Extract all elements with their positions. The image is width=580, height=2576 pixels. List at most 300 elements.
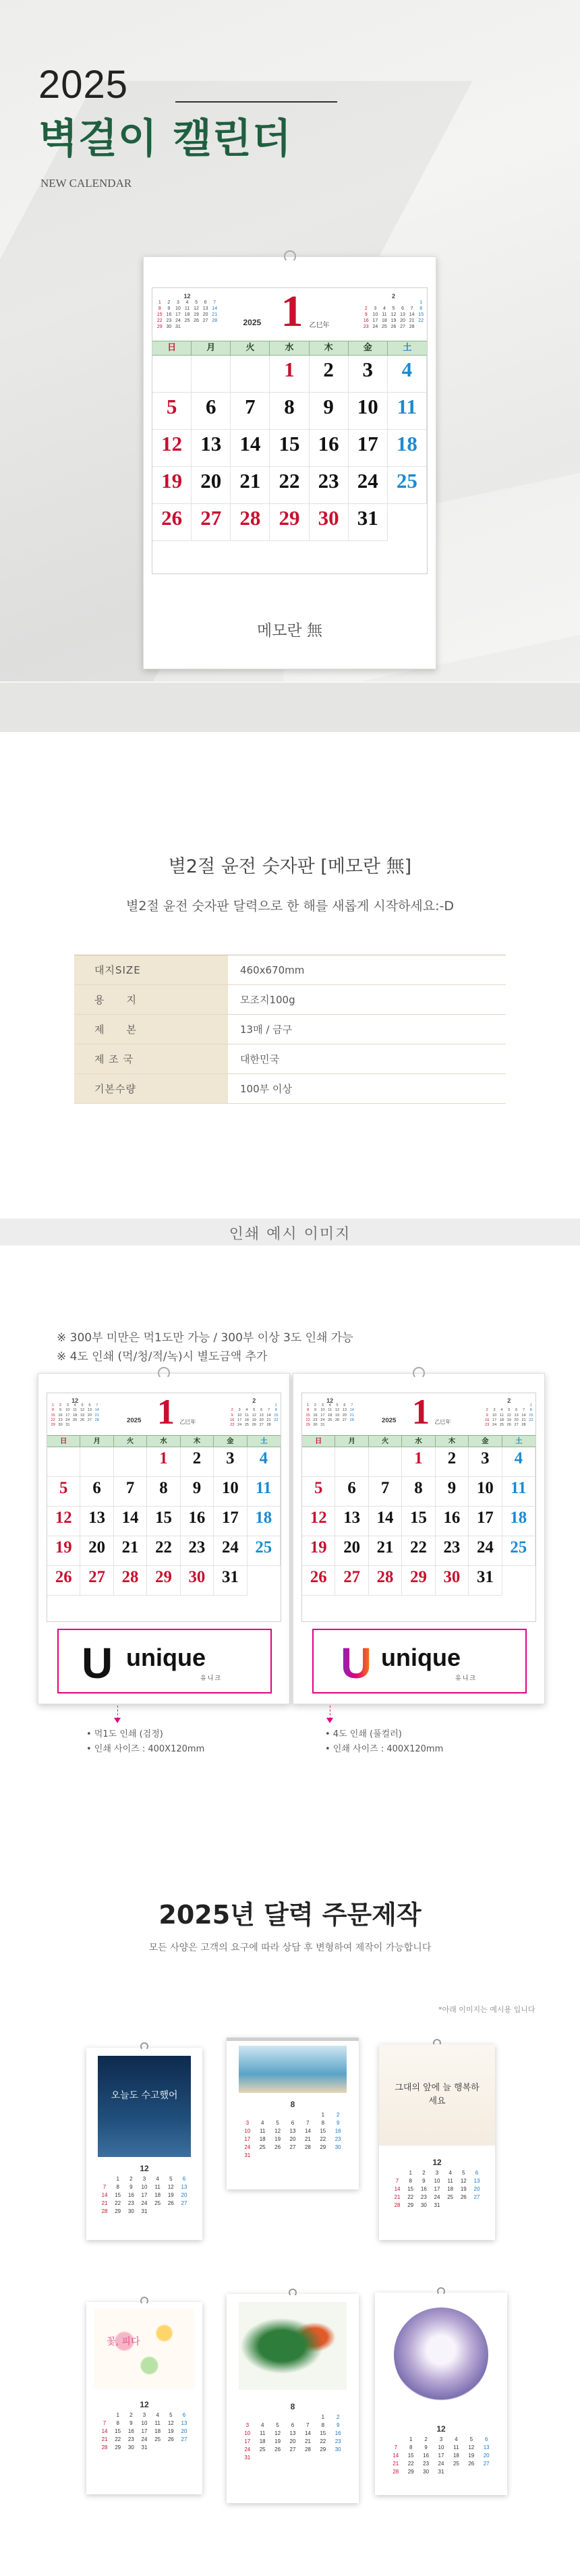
mini-day: 14	[266, 1413, 271, 1418]
mini-day: 1	[52, 1403, 55, 1408]
mini-day: 22	[51, 1418, 55, 1422]
mini-day: 24	[175, 318, 181, 323]
sample-day: 6	[291, 2120, 295, 2126]
calendar-day	[369, 1536, 402, 1566]
day-number: 4	[259, 1449, 268, 1467]
spec-value: 460x670mm	[240, 963, 305, 976]
blank-day	[302, 1447, 335, 1477]
sample-day: 31	[244, 2455, 251, 2461]
mini-day: 26	[506, 1423, 511, 1428]
day-number: 1	[159, 1449, 168, 1467]
day-number: 9	[447, 1479, 457, 1497]
sample-day: 28	[304, 2446, 311, 2453]
mini-day: 29	[306, 1423, 310, 1428]
mini-day: 16	[58, 1413, 63, 1418]
day-number: 18	[255, 1509, 272, 1527]
calendar-day	[47, 1477, 80, 1507]
day-number: 22	[410, 1538, 427, 1557]
sample-day: 7	[395, 2178, 399, 2184]
calendar-day	[388, 393, 427, 430]
mini-day: 30	[166, 325, 172, 329]
day-number: 5	[59, 1479, 68, 1497]
weekday-label: 木	[436, 1436, 469, 1447]
mini-day: 10	[492, 1413, 497, 1418]
calendar-day	[214, 1536, 247, 1566]
sample-day: 2	[424, 2436, 428, 2442]
sample-day: 28	[304, 2144, 311, 2150]
mini-day: 20	[259, 1418, 264, 1422]
sample-calendar	[227, 2038, 359, 2189]
mini-day: 15	[529, 1413, 533, 1418]
mini-day: 1	[529, 1403, 532, 1408]
spec-label: 제 조 국	[74, 1044, 228, 1073]
day-number: 6	[205, 395, 216, 418]
mini-days-grid	[361, 300, 426, 330]
logo-print-area	[57, 1629, 272, 1693]
mini-day: 21	[521, 1418, 526, 1422]
calendar-day	[388, 467, 427, 504]
sample-day: 23	[335, 2438, 341, 2444]
logo-print-area	[312, 1629, 527, 1693]
day-number: 14	[376, 1509, 394, 1527]
day-number: 28	[376, 1568, 394, 1586]
sample-month-number: 12	[436, 2424, 446, 2434]
mini-day: 13	[400, 312, 405, 317]
sample-artwork	[94, 2309, 194, 2390]
blank-day	[300, 2414, 315, 2420]
mini-day: 28	[94, 1418, 99, 1422]
sample-day: 29	[115, 2444, 121, 2451]
sample-day: 30	[423, 2469, 430, 2475]
day-number: 13	[343, 1509, 361, 1527]
day-number: 11	[397, 395, 417, 418]
mini-day: 14	[409, 312, 415, 317]
spec-label: 기본수량	[74, 1074, 228, 1103]
wall-ledge	[0, 681, 580, 732]
sample-day: 26	[468, 2461, 475, 2467]
weekday-header	[302, 1435, 535, 1447]
blank-day	[231, 356, 270, 393]
sample-day: 27	[181, 2200, 187, 2206]
sample-day: 26	[274, 2144, 281, 2150]
mini-day: 27	[514, 1423, 519, 1428]
product-description: 별2절 윤전 숫자판 달력으로 한 해를 새롭게 시작하세요:-D	[125, 899, 455, 914]
day-number: 12	[161, 432, 183, 455]
sample-calendar	[375, 2293, 507, 2495]
spec-value: 모조지100g	[240, 994, 295, 1006]
weekday-label: 水	[270, 341, 309, 355]
blank-day	[361, 300, 371, 306]
sample-month-number: 12	[140, 2164, 149, 2173]
sample-day: 20	[181, 2428, 187, 2434]
sample-day: 27	[483, 2461, 490, 2467]
mini-day: 18	[382, 318, 387, 323]
sample-day: 24	[244, 2144, 251, 2150]
sample-day: 13	[483, 2444, 490, 2451]
sample-day: 6	[182, 2176, 186, 2182]
mini-day: 5	[81, 1403, 84, 1408]
mini-day: 16	[363, 318, 369, 323]
era-label: 乙巳年	[434, 1418, 451, 1425]
mini-day: 13	[514, 1413, 519, 1418]
day-number: 27	[88, 1568, 106, 1586]
weekday-label: 土	[260, 1437, 268, 1446]
blank-day	[398, 300, 407, 306]
sample-day: 12	[468, 2444, 475, 2451]
day-number: 18	[396, 432, 417, 455]
mini-day: 20	[342, 1413, 347, 1418]
day-number: 28	[121, 1568, 139, 1586]
sample-day: 2	[422, 2170, 426, 2176]
mini-day: 14	[349, 1408, 354, 1413]
calendar-day	[436, 1447, 469, 1477]
mini-day: 4	[245, 1408, 248, 1413]
day-number: 27	[343, 1568, 361, 1586]
mini-day: 11	[73, 1408, 78, 1413]
hanger-hook	[437, 2287, 445, 2295]
days-grid	[390, 2170, 484, 2208]
blank-day	[236, 1403, 243, 1408]
weekday-label: 金	[214, 1436, 247, 1447]
spec-value: 13매 / 금구	[240, 1024, 293, 1036]
weekday-label: 水	[402, 1436, 435, 1447]
day-number: 1	[284, 358, 295, 381]
mini-day: 9	[364, 312, 368, 317]
calendar-day	[369, 1566, 402, 1596]
sample-day: 23	[127, 2200, 134, 2206]
sample-day: 6	[484, 2436, 488, 2442]
sample-day: 5	[276, 2422, 279, 2428]
logo-subtext: 유니크	[200, 1675, 223, 1682]
sample-day: 25	[447, 2194, 454, 2200]
day-number: 19	[55, 1538, 72, 1557]
calendar-grid-area	[47, 1393, 281, 1622]
pointer-arrow	[326, 1718, 333, 1723]
weekday-label: 金	[469, 1436, 502, 1447]
sample-day: 27	[289, 2446, 296, 2453]
blank-day	[335, 1447, 368, 1477]
calendar-day	[152, 393, 192, 430]
sample-month-number: 8	[290, 2100, 295, 2109]
sample-day: 29	[407, 2469, 414, 2475]
sample-day: 14	[101, 2192, 108, 2198]
calendar-year: 2025	[127, 1417, 142, 1425]
calendar-day	[349, 467, 388, 504]
mini-day: 24	[237, 1423, 242, 1428]
calendar-day	[192, 504, 231, 541]
mini-day: 26	[252, 1423, 256, 1428]
sample-day: 11	[154, 2420, 161, 2426]
calendar-day	[192, 393, 231, 430]
sample-day: 12	[167, 2420, 174, 2426]
calendar-mockup-color	[293, 1373, 545, 1704]
mini-day: 27	[259, 1423, 264, 1428]
mini-day: 27	[342, 1418, 347, 1422]
mini-day: 12	[194, 306, 199, 311]
sample-day: 20	[181, 2192, 187, 2198]
sample-day: 20	[289, 2136, 296, 2142]
mini-day: 3	[238, 1408, 241, 1413]
sample-day: 13	[473, 2178, 480, 2184]
hanger-hook	[284, 250, 296, 262]
sample-day: 27	[473, 2194, 480, 2200]
sample-day: 31	[434, 2202, 440, 2208]
sample-day: 9	[424, 2444, 428, 2451]
sample-day: 12	[460, 2178, 467, 2184]
sample-day: 21	[394, 2194, 401, 2200]
day-number: 24	[476, 1538, 494, 1557]
sample-day: 24	[438, 2461, 444, 2467]
calendar-day	[469, 1447, 502, 1477]
day-number: 11	[511, 1479, 527, 1497]
calendar-day	[402, 1566, 435, 1596]
blank-day	[285, 2414, 300, 2420]
mini-day: 17	[320, 1413, 325, 1418]
mini-day: 6	[343, 1403, 346, 1408]
sample-day: 15	[407, 2186, 414, 2192]
mini-day: 30	[313, 1423, 318, 1428]
day-number: 4	[514, 1449, 523, 1467]
month-number: 1	[156, 1393, 175, 1432]
sample-day: 6	[475, 2170, 479, 2176]
day-number: 8	[159, 1479, 168, 1497]
sample-day: 17	[244, 2438, 251, 2444]
sample-day: 9	[129, 2184, 133, 2190]
calendar-day	[302, 1507, 335, 1536]
mini-day: 25	[184, 318, 190, 323]
sample-day: 8	[321, 2422, 325, 2428]
hero-subtitle: NEW CALENDAR	[40, 177, 132, 190]
day-number: 5	[314, 1479, 323, 1497]
sample-day: 16	[127, 2428, 134, 2434]
sample-day: 18	[259, 2136, 266, 2142]
sample-day: 2	[129, 2412, 133, 2418]
sample-day: 22	[115, 2436, 121, 2442]
sample-day: 26	[274, 2446, 281, 2453]
blank-day	[98, 2176, 111, 2182]
sample-day: 17	[141, 2192, 148, 2198]
sample-day: 31	[141, 2444, 148, 2451]
mini-day: 25	[499, 1423, 504, 1428]
blank-day	[505, 1403, 513, 1408]
mini-day: 23	[230, 1423, 235, 1428]
calendar-day	[181, 1566, 214, 1596]
pointer-line	[117, 1706, 118, 1719]
day-number: 12	[310, 1509, 327, 1527]
sample-day: 5	[462, 2170, 465, 2176]
blank-day	[255, 2414, 270, 2420]
day-number: 28	[239, 506, 261, 530]
sample-day: 4	[260, 2120, 264, 2126]
calendar-day	[469, 1566, 502, 1596]
sample-day: 19	[468, 2453, 475, 2459]
day-number: 16	[318, 432, 339, 455]
mini-day: 4	[74, 1403, 76, 1408]
mini-day: 3	[66, 1403, 69, 1408]
calendar-day	[502, 1507, 535, 1536]
sample-month-number: 12	[140, 2400, 149, 2409]
sample-day: 20	[483, 2453, 490, 2459]
spec-label: 제 본	[74, 1015, 228, 1044]
sample-day: 31	[141, 2208, 148, 2214]
spec-value: 대한민국	[240, 1053, 279, 1065]
mini-day: 8	[419, 306, 423, 311]
sample-day: 13	[289, 2128, 296, 2134]
day-number: 2	[447, 1449, 457, 1467]
calendar-day	[388, 356, 427, 393]
sample-day: 7	[394, 2444, 398, 2451]
mini-day: 14	[212, 306, 218, 311]
mini-day: 13	[87, 1408, 92, 1413]
mini-day: 25	[73, 1418, 78, 1422]
sample-day: 9	[422, 2178, 426, 2184]
mini-day: 18	[184, 312, 190, 317]
calendar-day	[436, 1566, 469, 1596]
sample-day: 21	[101, 2436, 108, 2442]
mini-day: 17	[65, 1413, 70, 1418]
sample-day: 16	[335, 2128, 341, 2134]
mini-day: 21	[349, 1413, 354, 1418]
mini-day: 28	[521, 1423, 526, 1428]
print-example-heading: 인쇄 예시 이미지	[229, 1226, 351, 1243]
blank-day	[285, 2112, 300, 2118]
sample-day: 24	[141, 2200, 148, 2206]
day-number: 25	[510, 1538, 527, 1557]
sample-day: 29	[320, 2144, 326, 2150]
calendar-day	[152, 504, 192, 541]
sample-artwork	[239, 2046, 347, 2093]
mini-day: 19	[252, 1418, 256, 1422]
days-grid	[240, 2414, 346, 2461]
mini-day: 3	[321, 1403, 324, 1408]
sample-day: 27	[289, 2144, 296, 2150]
mini-day: 18	[499, 1418, 504, 1422]
day-number: 15	[279, 432, 300, 455]
blank-day	[255, 2112, 270, 2118]
calendar-day	[181, 1507, 214, 1536]
sample-day: 1	[321, 2414, 325, 2420]
sample-day: 14	[393, 2453, 399, 2459]
mini-day: 1	[307, 1403, 310, 1408]
mini-day: 29	[51, 1423, 55, 1428]
mini-day: 2	[486, 1408, 488, 1413]
sample-day: 25	[453, 2461, 459, 2467]
calendar-day	[310, 467, 349, 504]
blank-day	[390, 2170, 404, 2176]
mini-month	[229, 1399, 280, 1428]
mini-day: 13	[202, 306, 208, 311]
day-number: 31	[357, 506, 378, 530]
blank-day	[229, 1403, 236, 1408]
sample-caption: 그대의 앞에 늘 행복하세요	[395, 2083, 480, 2106]
calendar-day	[270, 467, 309, 504]
sample-day: 5	[169, 2412, 173, 2418]
print-note-2: ※ 4도 인쇄 (먹/청/적/녹)시 별도금액 추가	[57, 1350, 268, 1364]
mini-month	[304, 1399, 355, 1428]
mini-month	[484, 1399, 535, 1428]
mini-day: 9	[486, 1413, 488, 1418]
mini-day: 19	[80, 1413, 85, 1418]
sample-day: 30	[420, 2202, 427, 2208]
calendar-day	[349, 430, 388, 467]
calendar-day	[47, 1566, 80, 1596]
day-number: 11	[256, 1479, 272, 1497]
sample-day: 19	[460, 2186, 467, 2192]
mini-day: 5	[392, 306, 395, 311]
mini-day: 17	[237, 1418, 242, 1422]
mini-day: 26	[80, 1418, 85, 1422]
day-number: 17	[357, 432, 378, 455]
sample-day: 21	[304, 2136, 311, 2142]
hanger-hook	[289, 2289, 297, 2297]
mini-day: 22	[274, 1418, 279, 1422]
spec-label: 용 지	[74, 985, 228, 1014]
day-number: 7	[125, 1479, 135, 1497]
calendar-day	[310, 393, 349, 430]
mini-day: 2	[59, 1403, 62, 1408]
mini-day: 11	[184, 306, 190, 311]
mini-day: 3	[493, 1408, 496, 1413]
sample-month-grid	[98, 2164, 191, 2214]
weekday-header	[47, 1435, 281, 1447]
sample-day: 14	[101, 2428, 108, 2434]
calendar-day	[248, 1447, 281, 1477]
custom-order-title: 2025년 달력 주문제작	[158, 1900, 422, 1930]
day-number: 3	[226, 1449, 235, 1467]
sample-day: 18	[154, 2192, 161, 2198]
blank-day	[80, 1447, 113, 1477]
mini-day: 16	[485, 1418, 490, 1422]
mini-month	[155, 293, 219, 330]
calendar-day	[436, 1507, 469, 1536]
blank-day	[243, 1403, 251, 1408]
calendar-day	[302, 1536, 335, 1566]
sample-day: 10	[244, 2128, 251, 2134]
sample-day: 15	[115, 2428, 121, 2434]
sample-day: 1	[409, 2170, 412, 2176]
day-number: 8	[284, 395, 295, 418]
calendar-day	[114, 1507, 147, 1536]
mini-day: 24	[320, 1418, 325, 1422]
mini-day: 27	[202, 318, 208, 323]
sample-calendar	[86, 2302, 202, 2494]
mini-day: 6	[515, 1408, 518, 1413]
sample-calendar	[86, 2048, 202, 2240]
sample-day: 17	[244, 2136, 251, 2142]
mini-day: 20	[514, 1418, 519, 1422]
day-number: 31	[476, 1568, 494, 1586]
sample-day: 14	[304, 2128, 311, 2134]
sample-day: 30	[335, 2144, 341, 2150]
calendar-day	[469, 1507, 502, 1536]
blank-day	[98, 2412, 111, 2418]
sample-day: 3	[439, 2436, 443, 2442]
sample-day: 22	[320, 2136, 326, 2142]
day-number: 9	[192, 1479, 202, 1497]
mini-day: 22	[418, 318, 424, 323]
calendar-day	[214, 1447, 247, 1477]
day-number: 30	[318, 506, 339, 530]
day-number: 16	[443, 1509, 461, 1527]
blank-day	[498, 1403, 506, 1408]
sample-day: 5	[169, 2176, 173, 2182]
mini-day: 16	[313, 1413, 318, 1418]
blank-day	[114, 1447, 147, 1477]
sample-day: 3	[245, 2422, 250, 2428]
day-number: 22	[155, 1538, 172, 1557]
day-number: 15	[410, 1509, 427, 1527]
sample-day: 29	[407, 2202, 414, 2208]
